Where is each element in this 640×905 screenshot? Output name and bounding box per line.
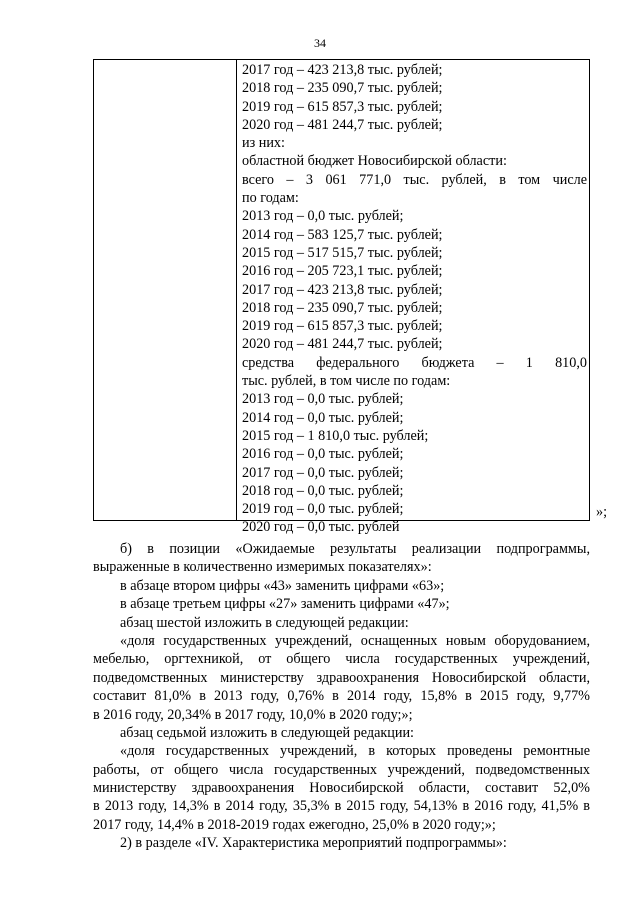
table-line: 2018 год – 235 090,7 тыс. рублей;: [242, 299, 443, 316]
table-line: 2019 год – 615 857,3 тыс. рублей;: [242, 318, 443, 335]
table-line: 2017 год – 423 213,8 тыс. рублей;: [242, 62, 443, 78]
table-line: средства федерального бюджета – 1 810,0: [242, 354, 587, 371]
table-cell-text: [242, 61, 587, 537]
table-line: тыс. рублей, в том числе по годам:: [242, 373, 451, 390]
table-line: по годам:: [242, 190, 299, 207]
paragraph-line: в абзаце втором цифры «43» заменить цифрами «63»;: [120, 577, 445, 594]
paragraph-line: министерству здравоохранения Новосибирской области, составит 52,0%: [93, 780, 590, 797]
table-line: 2013 год – 0,0 тыс. рублей;: [242, 391, 404, 408]
table-line: 2019 год – 0,0 тыс. рублей;: [242, 501, 404, 518]
table-line: 2014 год – 0,0 тыс. рублей;: [242, 409, 404, 426]
paragraph-line: в абзаце третьем цифры «27» заменить цифрами «47»;: [120, 596, 450, 613]
table-line: 2016 год – 0,0 тыс. рублей;: [242, 446, 404, 463]
table-line: из них:: [242, 135, 285, 152]
table-line: 2020 год – 481 244,7 тыс. рублей;: [242, 336, 443, 353]
paragraph-line: б) в позиции «Ожидаемые результаты реализации подпрограммы,: [120, 541, 590, 557]
table-line: 2015 год – 1 810,0 тыс. рублей;: [242, 427, 429, 444]
paragraph-line: абзац седьмой изложить в следующей редакции:: [120, 724, 415, 741]
table-line: 2019 год – 615 857,3 тыс. рублей;: [242, 98, 443, 115]
paragraph-line: мебелью, оргтехникой, от общего числа государственных учреждений,: [93, 651, 590, 668]
paragraph-line: в 2016 году, 20,34% в 2017 году, 10,0% в 2020 году;»;: [93, 706, 413, 723]
paragraph-line: 2) в разделе «IV. Характеристика мероприятий подпрограммы»:: [120, 835, 507, 852]
table-line: 2018 год – 0,0 тыс. рублей;: [242, 482, 404, 499]
paragraph-line: подведомственных министерству здравоохранения Новосибирской области,: [93, 669, 590, 686]
paragraph-line: выраженные в количественно измеримых показателях»:: [93, 559, 432, 576]
table-line: 2020 год – 481 244,7 тыс. рублей;: [242, 116, 443, 133]
paragraph-line: «доля государственных учреждений, в которых проведены ремонтные: [120, 743, 590, 760]
paragraph-line: «доля государственных учреждений, оснащенных новым оборудованием,: [120, 632, 590, 649]
table-line: 2020 год – 0,0 тыс. рублей: [242, 519, 400, 536]
table-line: всего – 3 061 771,0 тыс. рублей, в том числе: [242, 171, 587, 188]
table-line: 2017 год – 423 213,8 тыс. рублей;: [242, 281, 443, 298]
table-line: 2015 год – 517 515,7 тыс. рублей;: [242, 244, 443, 261]
table-closing-quote: »;: [596, 504, 608, 520]
paragraph-line: работы, от общего числа государственных учреждений, подведомственных: [93, 761, 590, 778]
page-number: 34: [314, 36, 326, 50]
table-line: 2017 год – 0,0 тыс. рублей;: [242, 464, 404, 481]
table-line: 2018 год – 235 090,7 тыс. рублей;: [242, 80, 443, 97]
table-column-divider: [236, 59, 237, 521]
table-line: 2014 год – 583 125,7 тыс. рублей;: [242, 226, 443, 243]
paragraph-line: составит 81,0% в 2013 году, 0,76% в 2014 году, 15,8% в 2015 году, 9,77%: [93, 688, 590, 705]
table-line: областной бюджет Новосибирской области:: [242, 153, 507, 170]
paragraph-line: абзац шестой изложить в следующей редакции:: [120, 614, 409, 631]
paragraph-line: 2017 году, 14,4% в 2018-2019 годах ежегодно, 25,0% в 2020 году;»;: [93, 816, 496, 833]
body-text: [93, 540, 590, 853]
paragraph-line: в 2013 году, 14,3% в 2014 году, 35,3% в 2015 году, 54,13% в 2016 году, 41,5% в: [93, 798, 590, 815]
table-line: 2016 год – 205 723,1 тыс. рублей;: [242, 263, 443, 280]
table-line: 2013 год – 0,0 тыс. рублей;: [242, 208, 404, 225]
